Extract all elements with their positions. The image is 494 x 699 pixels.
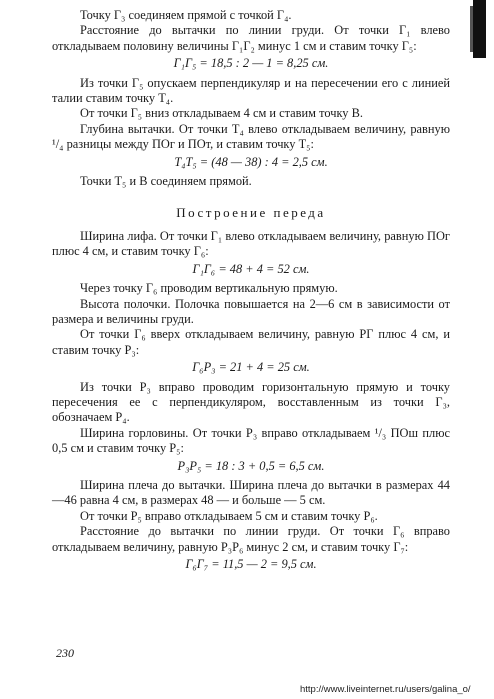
paragraph: Высота полочки. Полочка повышается на 2—6 см в зависимости от размера и величины груди.: [52, 296, 450, 326]
page-edge-shadow: [473, 0, 486, 58]
formula: Т₄Т₅ = (48 — 38) : 4 = 2,5 см.: [174, 154, 328, 169]
paragraph: Расстояние до вытачки по линии груди. От точки Г₁ влево откладываем половину величины Г₁Г₂ минус 1 см и ставим точку Г₅:: [52, 23, 450, 53]
paragraph: Глубина вытачки. От точки Т₄ влево откладываем величину, равную ¹/₄ разницы между ПОг и ПОт, и ставим точку Т₅:: [52, 121, 450, 152]
paragraph: От точки Г₆ вверх откладываем величину, равную РГ плюс 4 см, и ставим точку Р₃:: [52, 327, 450, 357]
formula: Г₁Г₆ = 48 + 4 = 52 см.: [192, 261, 310, 276]
formula: Г₁Г₅ = 18,5 : 2 — 1 = 8,25 см.: [173, 56, 329, 71]
paragraph: От точки Г₅ вниз откладываем 4 см и ставим точку В.: [80, 106, 363, 121]
page-text-column: [52, 8, 450, 576]
page-edge-shadow-inner: [470, 6, 473, 52]
formula: Р₃Р₅ = 18 : 3 + 0,5 = 6,5 см.: [177, 458, 325, 473]
footer-url: http://www.liveinternet.ru/users/galina_o/: [300, 684, 471, 695]
paragraph: Ширина горловины. От точки Р₃ вправо откладываем ¹/₃ ПОш плюс 0,5 см и ставим точку Р₅:: [52, 425, 450, 456]
paragraph: Ширина лифа. От точки Г₁ влево откладываем величину, равную ПОг плюс 4 см, и ставим точку Г₆:: [52, 228, 450, 259]
paragraph: Из точки Р₃ вправо проводим горизонтальную прямую и точку пересечения ее с перпендикуляром, восставленным из точки Г₃, обозначаем Р₄.: [52, 379, 450, 425]
paragraph: Ширина плеча до вытачки. Ширина плеча до вытачки в размерах 44—46 равна 4 см, в размерах 48 — и больше — 5 см.: [52, 477, 450, 508]
section-heading: Построение переда: [176, 205, 326, 221]
paragraph: От точки Р₅ вправо откладываем 5 см и ставим точку Р₆.: [80, 508, 378, 523]
paragraph: Точки Т₅ и В соединяем прямой.: [80, 174, 252, 189]
formula: Г₆Р₃ = 21 + 4 = 25 см.: [192, 360, 310, 375]
page-number: 230: [56, 646, 74, 660]
paragraph: Расстояние до вытачки по линии груди. От точки Г₆ вправо откладываем величину, равную Р₃Р₆ минус 2 см, и ставим точку Г₇:: [52, 524, 450, 554]
paragraph: Через точку Г₆ проводим вертикальную прямую.: [80, 281, 338, 296]
paragraph: Из точки Г₅ опускаем перпендикуляр и на пересечении его с линией талии ставим точку Т₄.: [52, 75, 450, 106]
formula: Г₆Г₇ = 11,5 — 2 = 9,5 см.: [185, 557, 317, 571]
paragraph: Точку Г₃ соединяем прямой с точкой Г₄.: [80, 8, 292, 22]
